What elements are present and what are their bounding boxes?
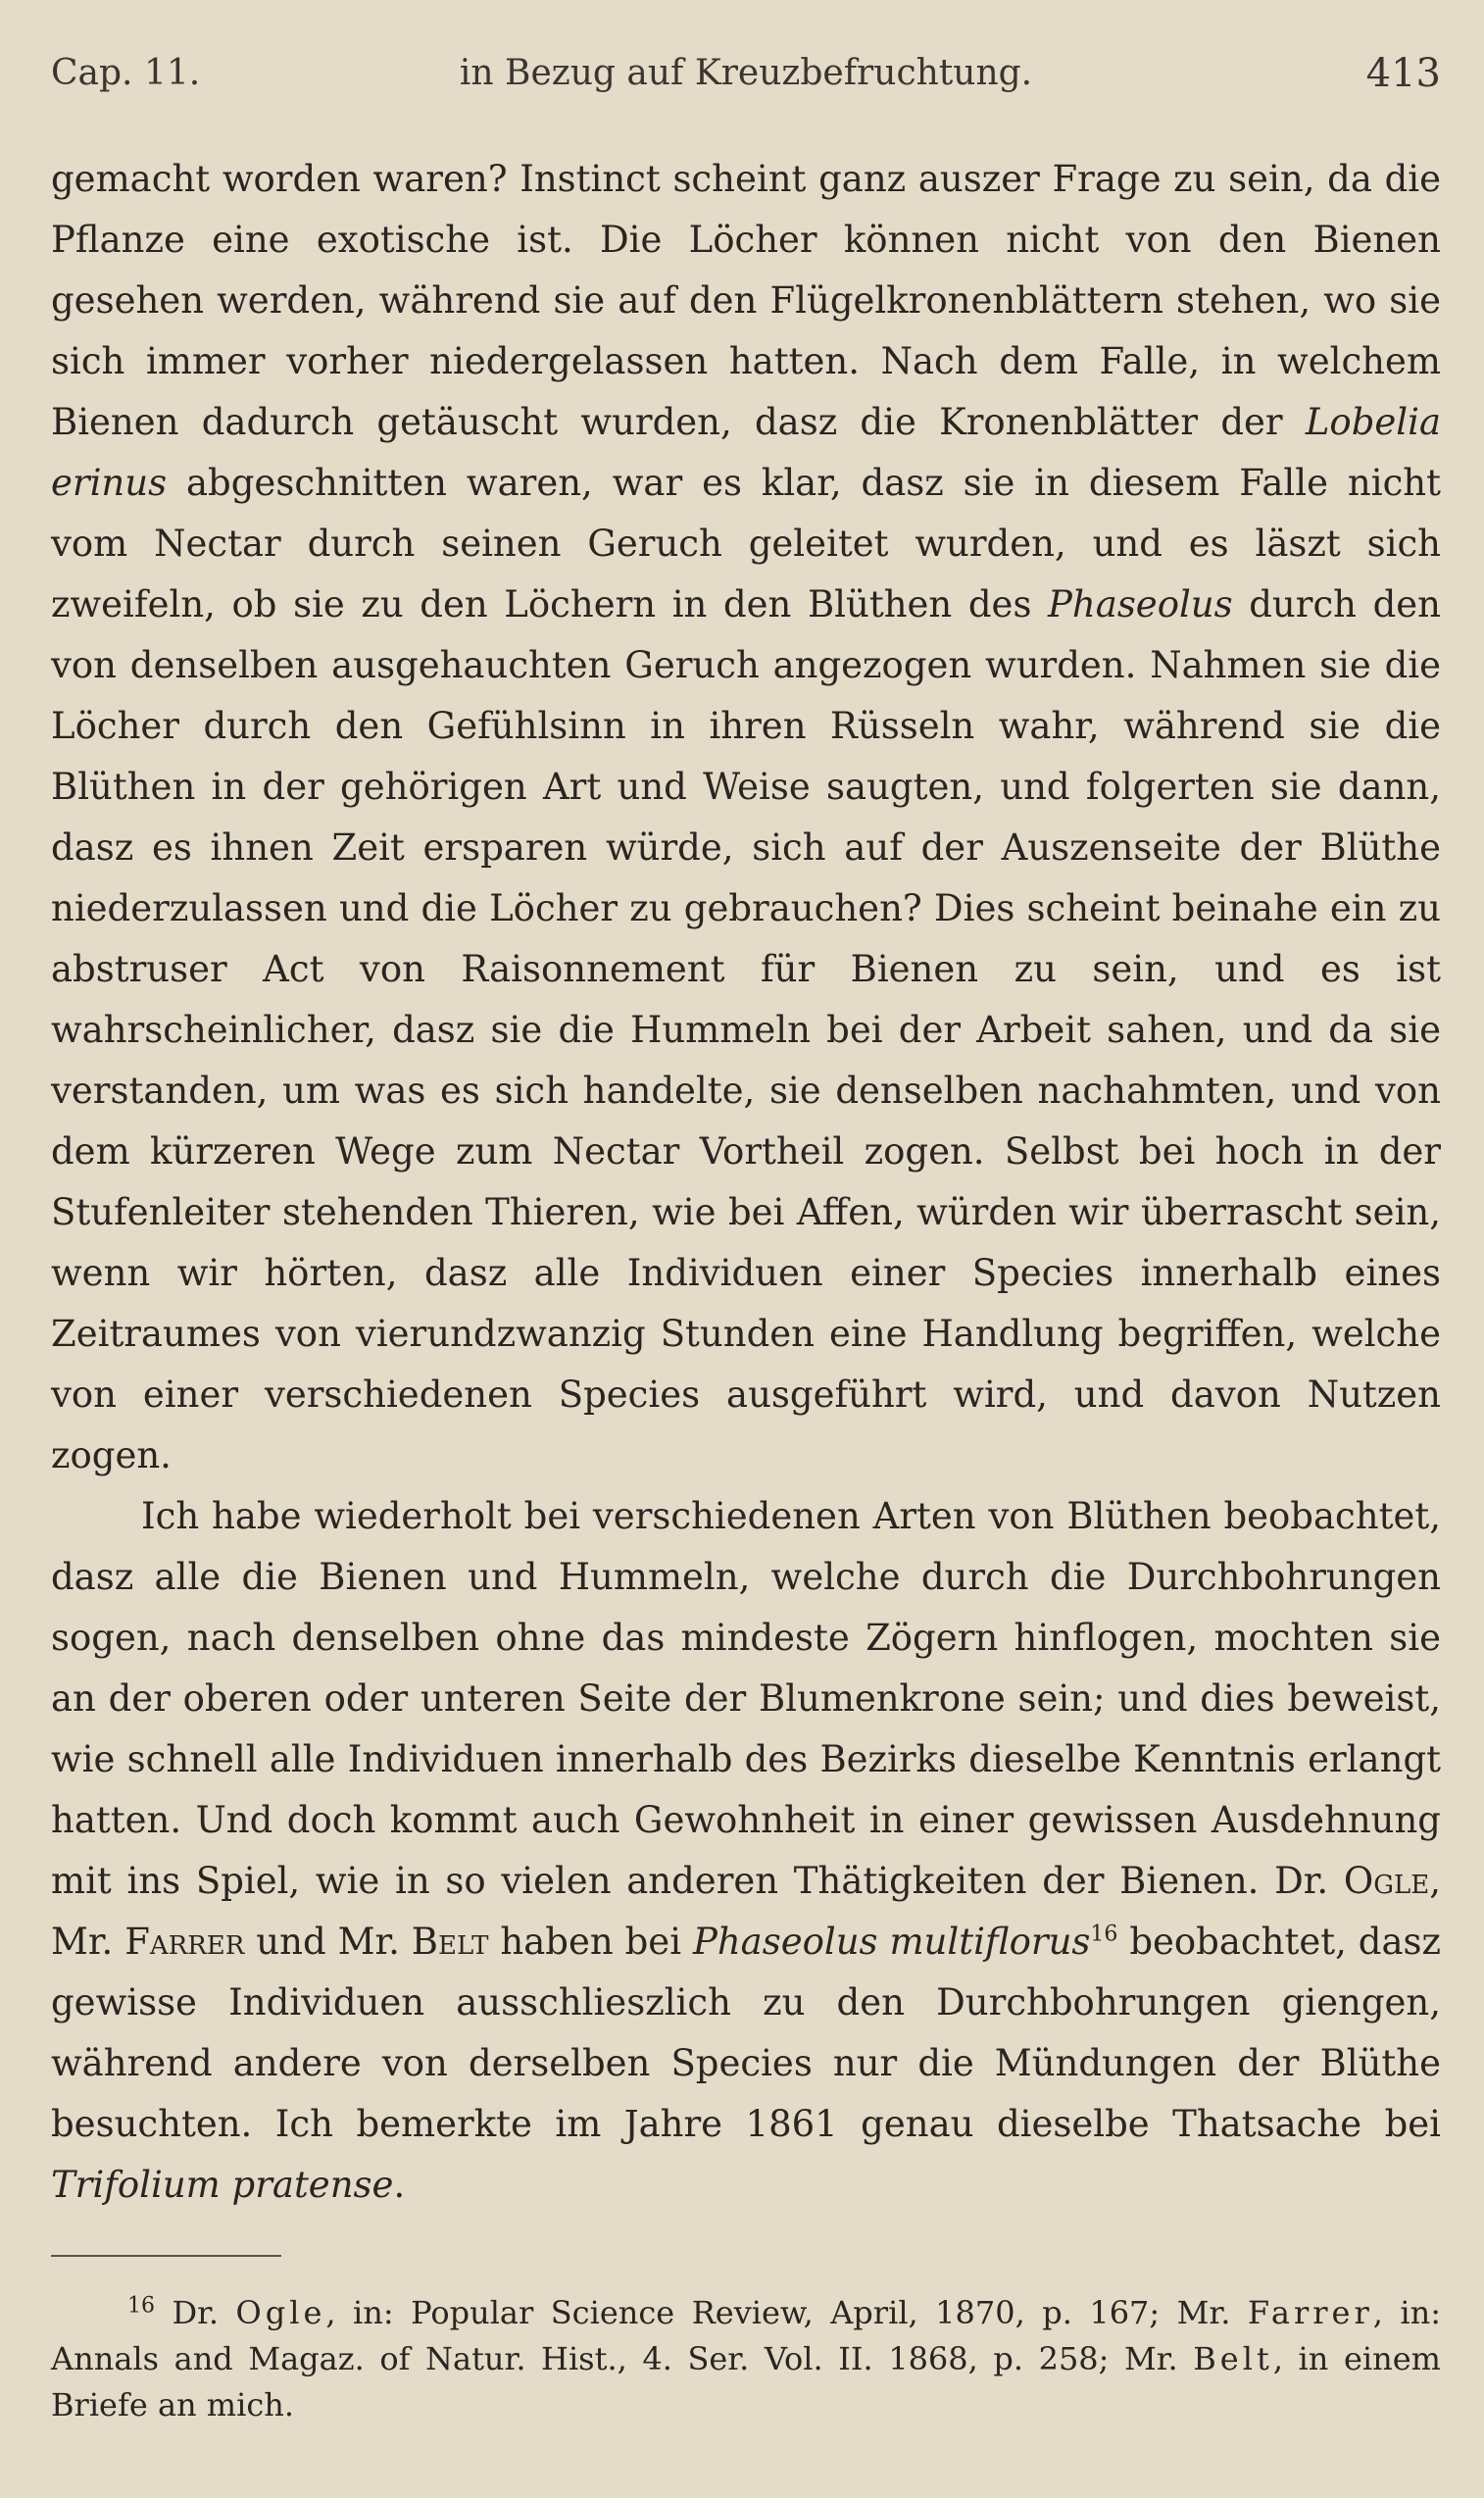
person-name: Ogle xyxy=(1343,1860,1430,1902)
species-name: Lobelia erinus xyxy=(51,401,1441,504)
text-run: , in: Annals and Magaz. of Natur. Hist., 4. Ser. Vol. II. 1868, p. 258; Mr. xyxy=(51,2294,1442,2377)
footnote-ref[interactable]: 16 xyxy=(1090,1922,1118,1947)
running-title: in Bezug auf Kreuzbefruchtung. xyxy=(459,53,1033,93)
text-run: haben bei xyxy=(488,1921,693,1963)
species-name: Trifolium pratense xyxy=(51,2164,394,2206)
text-run: , in einem Briefe an mich. xyxy=(51,2340,1442,2423)
footnote xyxy=(51,2290,1441,2428)
chapter-label: Cap. 11. xyxy=(51,53,201,93)
text-run: beobachtet, dasz gewisse Individuen ausschlieszlich zu den Durchbohrungen giengen, während andere von derselben Species nur die Mündungen der Blüthe besuchten. Ich bemerkte im Jahre 1861 genau dieselbe Thatsache bei xyxy=(51,1921,1442,2145)
person-name: Farrer xyxy=(124,1921,245,1963)
text-run: abgeschnitten waren, war es klar, dasz sie in diesem Falle nicht vom Nectar durch seinen Geruch geleitet wurden, und es läszt sich zweifeln, ob sie zu den Löchern in den Blüthen des xyxy=(51,462,1441,625)
book-page xyxy=(51,47,1441,2428)
person-name: Belt xyxy=(1193,2340,1273,2377)
text-run: , Mr. xyxy=(51,1860,1441,1963)
running-head xyxy=(51,47,1441,106)
text-run: Ich habe wiederholt bei verschiedenen Arten von Blüthen beobachtet, dasz alle die Bienen und Hummeln, welche durch die Durchbohrungen sogen, nach denselben ohne das mindeste Zögern hinflogen, mochten sie an der oberen oder unteren Seite der Blumenkrone sein; und dies beweist, wie schnell alle Individuen innerhalb des Bezirks dieselbe Kenntnis erlangt hatten. Und doch kommt auch Gewohnheit in einer gewissen Ausdehnung mit ins Spiel, wie in so vielen anderen Thätigkeiten der Bienen. Dr. xyxy=(51,1495,1441,1902)
footnote-divider xyxy=(51,2255,281,2257)
person-name: Ogle xyxy=(235,2294,326,2331)
genus-name: Phaseolus xyxy=(1048,583,1233,625)
text-run: gemacht worden waren? Instinct scheint ganz auszer Frage zu sein, da die Pflanze eine exotische ist. Die Löcher können nicht von den Bienen gesehen werden, während sie auf den Flügelkronenblättern stehen, wo sie sich immer vorher niedergelassen hatten. Nach dem Falle, in welchem Bienen dadurch getäuscht wurden, dasz die Kronenblätter der xyxy=(51,158,1441,443)
text-run: . xyxy=(393,2164,406,2206)
person-name: Farrer xyxy=(1247,2294,1373,2331)
footnote-number: 16 xyxy=(127,2293,155,2319)
text-run: , in: Popular Science Review, April, 1870, p. 167; Mr. xyxy=(325,2294,1248,2331)
body-text xyxy=(51,149,1441,2216)
paragraph-2 xyxy=(51,1486,1441,2216)
page-number: 413 xyxy=(1365,51,1441,96)
species-name: Phaseolus multiflorus xyxy=(692,1921,1091,1963)
text-run: Dr. xyxy=(155,2294,236,2331)
paragraph-1 xyxy=(51,149,1441,1486)
person-name: Belt xyxy=(411,1921,489,1963)
text-run: und Mr. xyxy=(244,1921,412,1963)
text-run: durch den von denselben ausgehauchten Geruch angezogen wurden. Nahmen sie die Löcher durch den Gefühlsinn in ihren Rüsseln wahr, während sie die Blüthen in der gehörigen Art und Weise saugten, und folgerten sie dann, dasz es ihnen Zeit ersparen würde, sich auf der Auszenseite der Blüthe niederzulassen und die Löcher zu gebrauchen? Dies scheint beinahe ein zu abstruser Act von Raisonnement für Bienen zu sein, und es ist wahrscheinlicher, dasz sie die Hummeln bei der Arbeit sahen, und da sie verstanden, um was es sich handelte, sie denselben nachahmten, und von dem kürzeren Wege zum Nectar Vortheil zogen. Selbst bei hoch in der Stufenleiter stehenden Thieren, wie bei Affen, würden wir überrascht sein, wenn wir hörten, dasz alle Individuen einer Species innerhalb eines Zeitraumes von vierundzwanzig Stunden eine Handlung begriffen, welche von einer verschiedenen Species ausgeführt wird, und davon Nutzen zogen. xyxy=(51,583,1441,1476)
